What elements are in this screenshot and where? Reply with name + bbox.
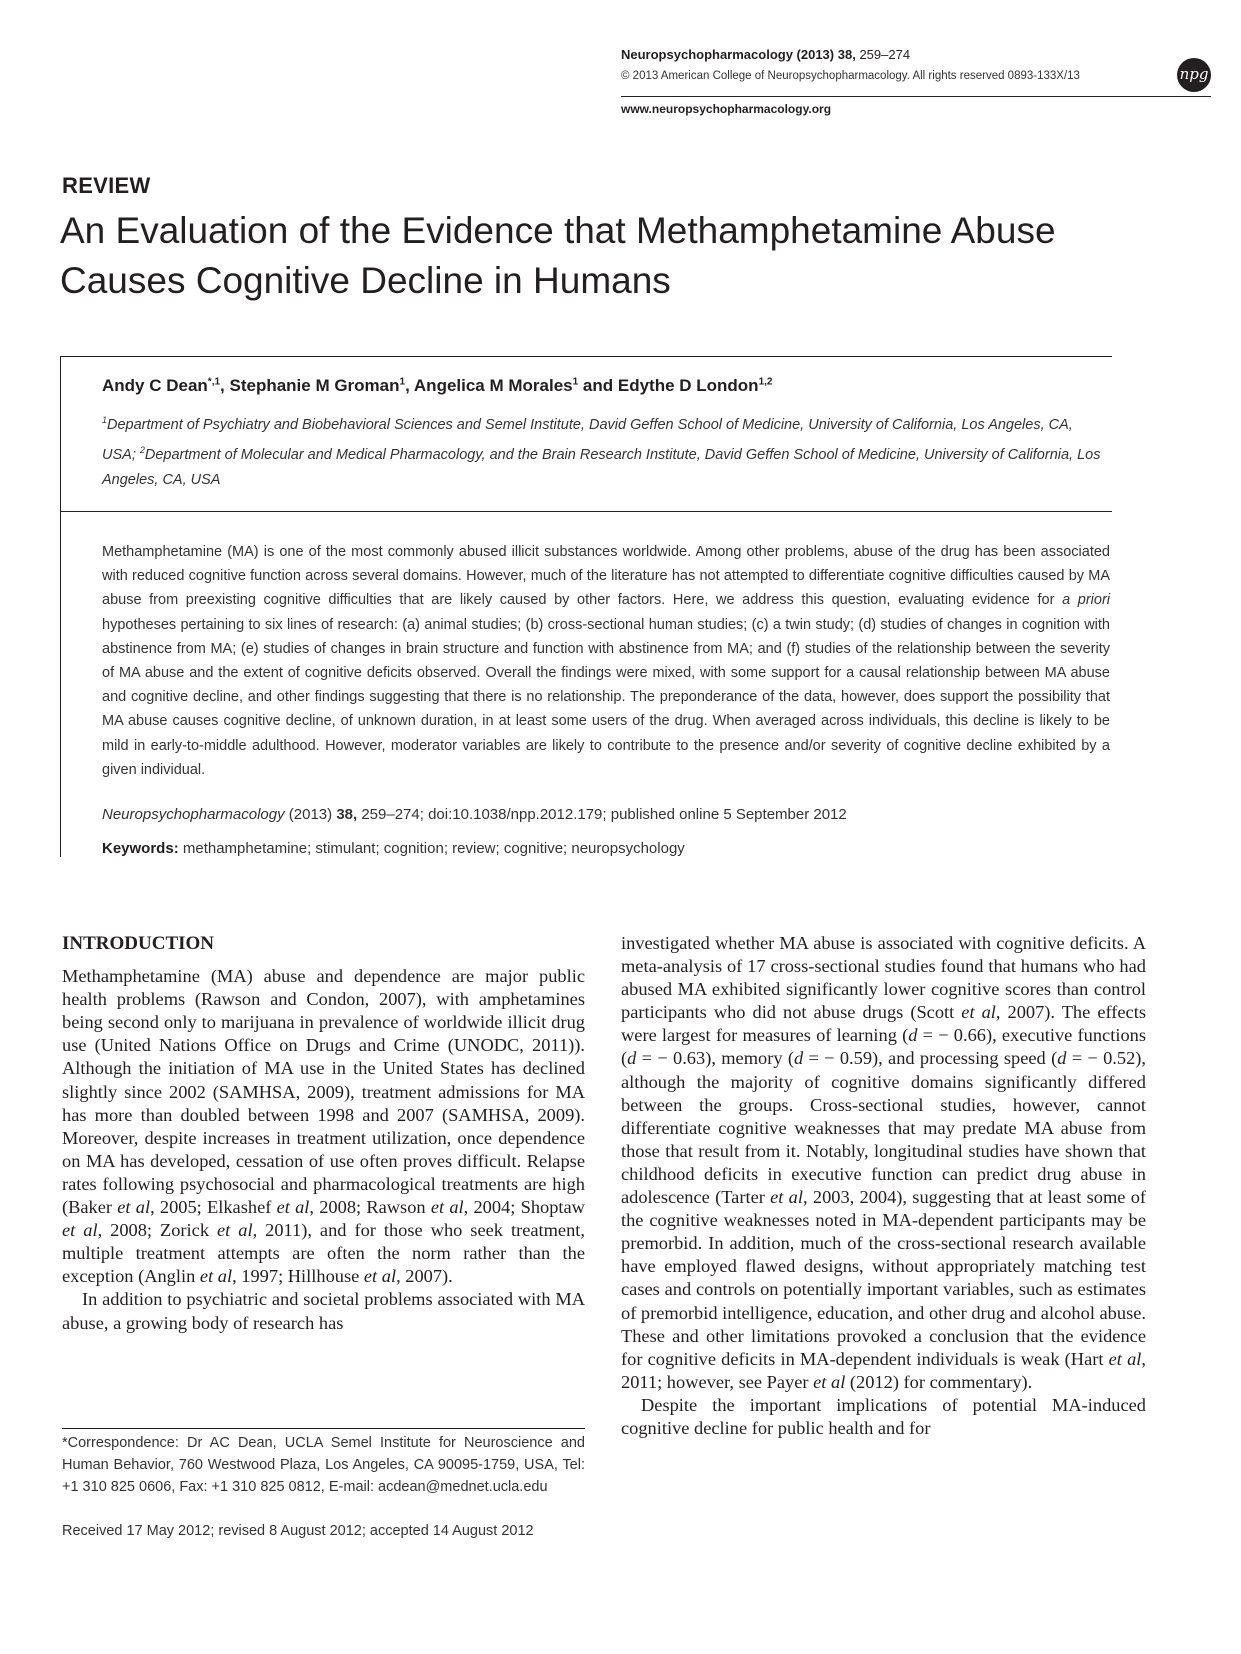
- affiliation-mark: 1: [102, 415, 108, 425]
- abstract-text-2: hypotheses pertaining to six lines of research: (a) animal studies; (b) cross-sectional human studies; (c) a twin study; (d) studies of changes in cognition with abstinence from MA; (e) studies of changes in brain structure and function with abstinence from MA; and (f) studies of the relationship between the severity of MA abuse and the extent of cognitive deficits observed. Overall the findings were mixed, with some support for a causal relationship between MA abuse and cognitive decline, and other findings suggesting that there is no relationship. The preponderance of the data, however, does support the possibility that MA abuse causes cognitive decline, of unknown duration, in at least some users of the drug. When averaged across individuals, this decline is likely to be mild in early-to-middle adulthood. However, moderator variables are likely to contribute to the presence and/or severity of cognitive decline exhibited by a given individual.: [102, 616, 1110, 778]
- text-run: , 2008; Zorick: [97, 1220, 217, 1241]
- italic-run: et al: [430, 1197, 464, 1218]
- intro-paragraph-4: Despite the important implications of potential MA-induced cognitive decline for public health and for: [621, 1394, 1146, 1438]
- text-run: = − 0.66), executive functions (: [621, 1025, 1146, 1069]
- italic-run: d: [1057, 1048, 1067, 1069]
- author-affiliation-mark: 1: [572, 376, 579, 388]
- journal-header: [621, 47, 910, 62]
- journal-pages: 259–274: [859, 47, 911, 62]
- author-name: Stephanie M Groman: [229, 376, 400, 395]
- italic-run: et al: [363, 1266, 397, 1287]
- text-run: , 2008; Rawson: [309, 1197, 431, 1218]
- italic-run: et al: [117, 1197, 151, 1218]
- abstract: [102, 540, 1110, 782]
- text-run: , 2011), and for those who seek treatment, multiple treatment attempts are often the norm rather than the exception (Anglin: [62, 1220, 585, 1287]
- text-run: , 2007).: [396, 1266, 453, 1287]
- text-run: investigated whether MA abuse is associated with cognitive deficits. A meta-analysis of 17 cross-sectional studies found that humans who had abused MA exhibited significantly lower cognitive scores than control participants who did not abuse drugs (Scott: [621, 933, 1146, 1023]
- author-name: Angelica M Morales: [413, 376, 573, 395]
- author-list: Andy C Dean$^{*,1}$, Stephanie M Groman$^1$, Angelica M Morales$^1$ and Edythe D London$^{1,2}$: [102, 376, 773, 395]
- text-run: , 2003, 2004), suggesting that at least some of the cognitive weaknesses noted in MA-dependent participants may be premorbid. In addition, much of the cross-sectional research available have employed flawed designs, without appropriately matching test cases and controls on potentially important variables, such as estimates of premorbid intelligence, education, and other drug and alcohol abuse. These and other limitations provoked a conclusion that the evidence for cognitive deficits in MA-dependent individuals is weak (Hart: [621, 1187, 1147, 1369]
- author-affiliation-mark: 1,2: [758, 376, 773, 388]
- received-dates: Received 17 May 2012; revised 8 August 2012; accepted 14 August 2012: [62, 1523, 534, 1539]
- italic-run: et al: [62, 1220, 98, 1241]
- correspondence-footnote: *Correspondence: Dr AC Dean, UCLA Semel Institute for Neuroscience and Human Behavior, 760 Westwood Plaza, Los Angeles, CA 90095-1759, USA, Tel: +1 310 825 0606, Fax: +1 310 825 0812, E-mail: acdean@mednet.ucla.edu: [62, 1435, 585, 1495]
- affiliations: [102, 408, 1110, 493]
- text-run: , 1997; Hillhouse: [232, 1266, 364, 1287]
- copyright-line: © 2013 American College of Neuropsychopharmacology. All rights reserved 0893-133X/13: [621, 70, 1080, 82]
- keywords-label: Keywords:: [102, 840, 179, 857]
- citation-journal: Neuropsychopharmacology: [102, 806, 285, 823]
- italic-run: et al: [217, 1220, 253, 1241]
- text-run: , 2005; Elkashef: [150, 1197, 277, 1218]
- italic-run: et al: [199, 1266, 233, 1287]
- body-column-left: [62, 932, 585, 1335]
- italic-run: et al: [1108, 1348, 1142, 1369]
- journal-name: Neuropsychopharmacology (2013) 38,: [621, 47, 856, 62]
- text-run: = − 0.52), although the majority of cognitive domains significantly differed between the groups. Cross-sectional studies, however, cannot differentiate cognitive weaknesses that may predate MA abuse from those that result from it. Notably, longitudinal studies have shown that childhood deficits in executive function can predict drug abuse in adolescence (Tarter: [621, 1048, 1146, 1208]
- section-heading-introduction: INTRODUCTION: [62, 933, 215, 954]
- text-run: Methamphetamine (MA) abuse and dependence are major public health problems (Rawson and Condon, 2007), with amphetamines being second only to marijuana in prevalence of worldwide illicit drug use (United Nations Office on Drugs and Crime (UNODC, 2011)). Although the initiation of MA use in the United States has declined slightly since 2002 (SAMHSA, 2009), treatment admissions for MA has more than doubled between 1998 and 2007 (SAMHSA, 2009). Moreover, despite increases in treatment utilization, once dependence on MA has developed, cessation of use often proves difficult. Relapse rates following psychosocial and pharmacological treatments are high (Baker: [62, 966, 585, 1218]
- intro-paragraph-3: [621, 932, 1146, 1394]
- italic-run: d: [627, 1048, 637, 1069]
- citation-doi[interactable]: 259–274; doi:10.1038/npp.2012.179; published online 5 September 2012: [357, 806, 847, 823]
- text-run: , 2011; however, see Payer: [621, 1348, 1146, 1392]
- keywords: [102, 840, 685, 857]
- text-run: = − 0.63), memory (: [636, 1048, 794, 1069]
- body-column-right: [621, 932, 1146, 1440]
- text-run: , 2004; Shoptaw: [463, 1197, 585, 1218]
- text-run: , 2007). The effects were largest for measures of learning (: [621, 1002, 1146, 1046]
- affiliation-text: Department of Molecular and Medical Pharmacology, and the Brain Research Institute, David Geffen School of Medicine, University of California, Los Angeles, CA, USA: [102, 446, 1101, 488]
- text-run: (2012) for commentary).: [845, 1371, 1033, 1392]
- intro-paragraph-2: In addition to psychiatric and societal problems associated with MA abuse, a growing body of research has: [62, 1289, 585, 1333]
- author-name: Andy C Dean: [102, 376, 208, 395]
- citation-line: [102, 806, 847, 823]
- abstract-text-1: Methamphetamine (MA) is one of the most commonly abused illicit substances worldwide. Among other problems, abuse of the drug has been associated with reduced cognitive function across several domains. However, much of the literature has not attempted to differentiate cognitive difficulties caused by MA abuse from preexisting cognitive difficulties that are likely caused by other factors. Here, we address this question, evaluating evidence for: [102, 544, 1110, 609]
- citation-volume: 38,: [336, 806, 358, 823]
- italic-run: et al: [813, 1371, 846, 1392]
- intro-paragraph-1: [62, 965, 585, 1288]
- abstract-emphasis: a priori: [1062, 592, 1110, 609]
- affiliation-mark: 2: [139, 444, 145, 455]
- author-affiliation-mark: *,1: [207, 376, 221, 388]
- citation-year: (2013): [284, 806, 337, 823]
- npg-logo: npg: [1177, 58, 1211, 92]
- article-type: REVIEW: [62, 173, 151, 198]
- author-affiliation-mark: 1: [399, 376, 406, 388]
- italic-run: et al: [961, 1002, 996, 1023]
- text-run: = − 0.59), and processing speed (: [803, 1048, 1058, 1069]
- italic-run: et al: [770, 1187, 803, 1208]
- italic-run: d: [793, 1048, 804, 1069]
- article-title: An Evaluation of the Evidence that Methamphetamine Abuse Causes Cognitive Decline in Humans: [60, 210, 1056, 301]
- author-name: Edythe D London: [617, 376, 759, 395]
- affiliation-text: Department of Psychiatry and Biobehavioral Sciences and Semel Institute, David Geffen School of Medicine, University of California, Los Angeles, CA, USA;: [102, 416, 1073, 463]
- italic-run: d: [908, 1025, 918, 1046]
- italic-run: et al: [276, 1197, 310, 1218]
- journal-url[interactable]: www.neuropsychopharmacology.org: [621, 102, 832, 116]
- footnote-divider: [62, 1428, 585, 1429]
- header-divider: [621, 96, 1211, 97]
- keywords-list: methamphetamine; stimulant; cognition; review; cognitive; neuropsychology: [178, 840, 685, 857]
